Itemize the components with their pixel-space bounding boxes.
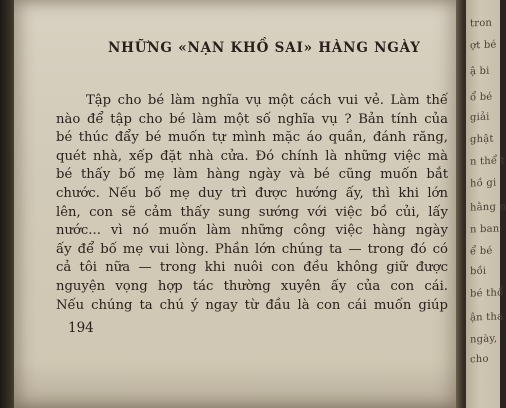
text-line: ấy để bố mẹ vui lòng. Phần lớn chúng ta — trong đó có (56, 241, 448, 257)
page-number: 194 (68, 320, 94, 336)
next-page-fragment: ổ bé (470, 91, 493, 104)
body-paragraph (56, 92, 448, 315)
text-line: chước. Nếu bố mẹ duy trì được hướng ấy, thì khi lớn (56, 185, 448, 201)
next-page-fragment: tron (470, 17, 493, 30)
text-line: Nếu chúng ta chú ý ngay từ đầu là con cái muốn giúp (56, 297, 448, 313)
next-page-fragment: n ban (470, 223, 500, 236)
next-page-fragment: ận tha (470, 311, 504, 324)
text-line: Tập cho bé làm nghĩa vụ một cách vui vẻ. Làm thế (86, 93, 448, 108)
next-page-fragment: ngày, (470, 333, 498, 346)
next-page-fragment: giải (470, 111, 490, 124)
text-line: bé thúc đẩy bé muốn tự mình mặc áo quần, đánh răng, (56, 130, 448, 146)
text-line: quét nhà, xếp đặt nhà cửa. Đó chính là những việc mà (56, 148, 448, 164)
text-line: nước... vì nó muốn làm những công việc hàng ngày (56, 223, 448, 239)
text-line: bé thấy bố mẹ làm hàng ngày và bé cũng muốn bắt (56, 167, 448, 183)
next-page-fragment: hồ gi (470, 177, 497, 190)
text-line: lên, con sẽ cảm thấy sung sướng với việc bồ củi, lấy (56, 204, 448, 220)
next-page-fragment: n thể t (470, 155, 505, 168)
next-page-fragment: ậ bi (470, 65, 490, 78)
next-page-fragment: cho (470, 353, 489, 366)
next-page-fragment: ợt bé (470, 39, 497, 52)
next-page-edge (466, 0, 506, 408)
text-line: cả tôi nữa — trong khi nuôi con đều không giữ được (56, 260, 448, 276)
next-page-fragment: bé thổ (470, 287, 504, 300)
next-page-fragment: bồi (470, 265, 487, 278)
text-line: nguyện vọng hợp tác thường xuyên ấy của con cái. (56, 278, 448, 294)
text-line: nào để tập cho bé làm một số nghĩa vụ ? Bản tính của (56, 111, 448, 127)
next-page-fragment: hằng n (470, 201, 506, 214)
chapter-heading: NHỮNG «NẠN KHỒ SAI» HÀNG NGÀY (108, 40, 421, 56)
next-page-fragment: ể bé (470, 245, 493, 258)
page-shadow (14, 362, 462, 408)
next-page-fragment: ghật (470, 133, 494, 146)
